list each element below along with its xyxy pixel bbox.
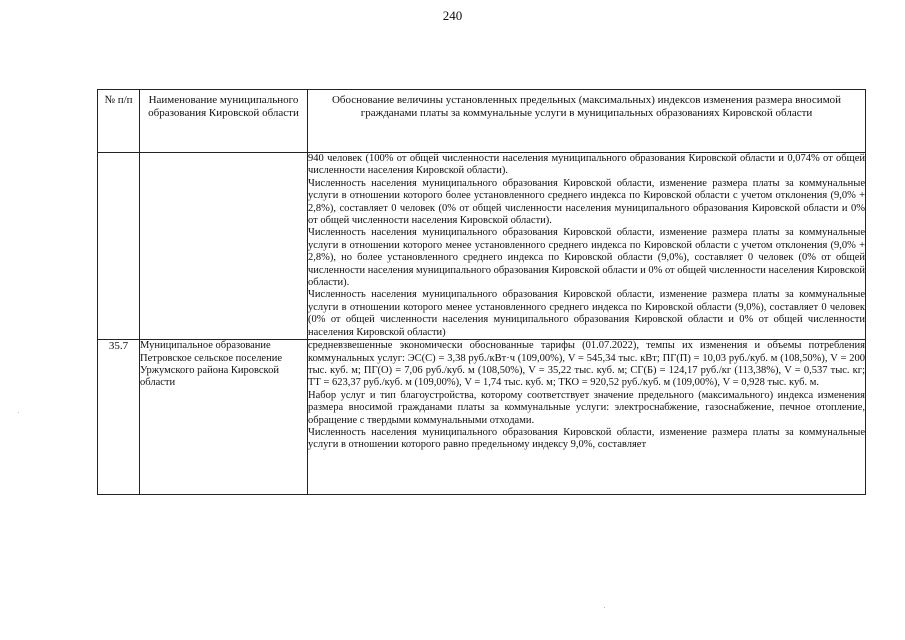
tariff-justification-table [97, 89, 866, 495]
paragraph: 940 человек (100% от общей численности населения муниципального образования Кировской области и 0,074% от общей численности населения Кировской области). [308, 153, 865, 177]
paragraph: средневзвешенные экономически обоснованные тарифы (01.07.2022), темпы их изменения и объемы потребления коммунальных услуг: ЭС(С) = 3,38 руб./кВт·ч (109,00%), V = 545,34 тыс. кВт; ПГ(П) = 10,03 руб./куб. м (108,50%), V = 200 тыс. куб. м; ПГ(О) = 7,06 руб./куб. м (108,50%), V = 35,22 тыс. куб. м; СГ(Б) = 124,17 руб./кг (113,38%), V = 0,537 тыс. кг; ТТ = 623,37 руб./куб. м (109,00%), V = 1,74 тыс. куб. м; ТКО = 920,52 руб./куб. м (109,00%), V = 0,928 тыс. куб. м. [308, 340, 865, 389]
row-number [98, 153, 140, 340]
scan-speck [18, 412, 19, 413]
row-justification [308, 340, 866, 495]
header-number: № п/п [98, 90, 140, 153]
table-header-row [98, 90, 866, 153]
paragraph: Набор услуг и тип благоустройства, которому соответствует значение предельного (максимального) индекса изменения размера вносимой гражданами платы за коммунальные услуги: электроснабжение, газоснабжение, печное отопление, обращение с твердыми коммунальными отходами. [308, 389, 865, 426]
paragraph: Численность населения муниципального образования Кировской области, изменение размера платы за коммунальные услуги в отношении которого менее установленного среднего индекса по Кировской области с учетом отклонения (9,0% + 2,8%), но более установленного среднего индекса по Кировской области (9,0%), составляет 0 человек (0% от общей численности населения муниципального образования Кировской области и 0% от общей численности населения Кировской области). [308, 227, 865, 289]
page-number: 240 [442, 8, 463, 23]
row-municipality-name: Муниципальное образование Петровское сельское поселение Уржумского района Кировской области [140, 340, 308, 495]
paragraph: Численность населения муниципального образования Кировской области, изменение размера платы за коммунальные услуги в отношении которого равно предельному индексу 9,0%, составляет [308, 426, 865, 451]
row-municipality-name [140, 153, 308, 340]
header-municipality-name: Наименование муниципального образования Кировской области [140, 90, 308, 153]
paragraph: Численность населения муниципального образования Кировской области, изменение размера платы за коммунальные услуги в отношении которого более установленного среднего индекса по Кировской области с учетом отклонения (9,0% + 2,8%), составляет 0 человек (0% от общей численности населения муниципального образования Кировской области и 0% от общей численности населения Кировской области). [308, 177, 865, 227]
row-number: 35.7 [98, 340, 140, 495]
row-justification [308, 153, 866, 340]
table-row [98, 340, 866, 495]
scan-speck [604, 607, 605, 608]
paragraph: Численность населения муниципального образования Кировской области, изменение размера платы за коммунальные услуги в отношении которого менее установленного среднего индекса по Кировской области (9,0%), составляет 0 человек (0% от общей численности населения муниципального образования Кировской области и 0% от общей численности населения Кировской области) [308, 289, 865, 338]
header-justification: Обоснование величины установленных предельных (максимальных) индексов изменения размера вносимой гражданами платы за коммунальные услуги в муниципальных образованиях Кировской области [308, 90, 866, 153]
table-row [98, 153, 866, 340]
